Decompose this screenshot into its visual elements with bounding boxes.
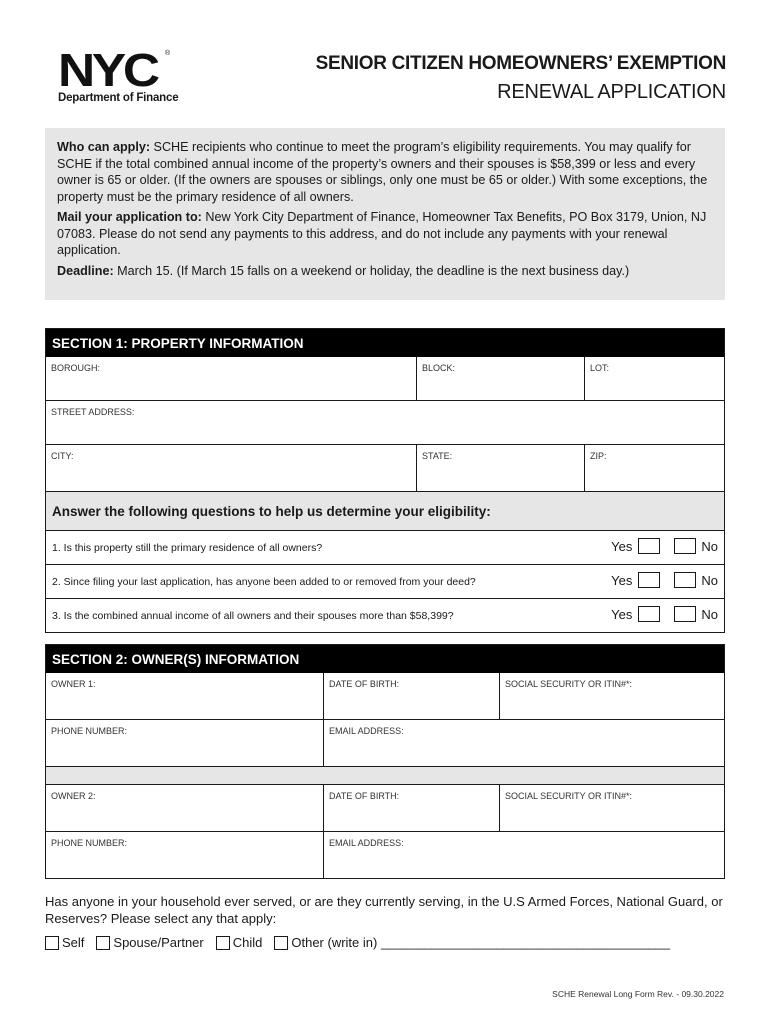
owner-2-email-field[interactable]: EMAIL ADDRESS: <box>323 832 724 878</box>
section-2-heading: SECTION 2: OWNER(S) INFORMATION <box>46 645 724 673</box>
nyc-logo <box>58 44 179 104</box>
who-can-apply <box>57 139 713 205</box>
owner-2-dob-field[interactable]: DATE OF BIRTH: <box>323 785 499 831</box>
city-field[interactable]: CITY: <box>51 451 74 461</box>
section-2-owners <box>45 644 725 879</box>
yes-no-choice <box>611 572 718 588</box>
eligibility-info-box <box>45 128 725 300</box>
option-label: Child <box>232 935 263 950</box>
title-line-1: SENIOR CITIZEN HOMEOWNERS’ EXEMPTION <box>315 53 726 74</box>
yes-no-choice <box>611 538 718 554</box>
mail-text: New York City Department of Finance, Homeowner Tax Benefits, PO Box 3179, Union, NJ 07083. Please do not send any payments to this address, and do not include any payments with your renewal application. <box>57 210 707 257</box>
owner-2-field[interactable]: OWNER 2: <box>51 791 96 801</box>
block-field[interactable]: BLOCK: <box>416 357 584 400</box>
yes-checkbox[interactable] <box>638 606 660 622</box>
who-text: SCHE recipients who continue to meet the program’s eligibility requirements. You may qualify for SCHE if the total combined annual income of the property’s owners and their spouses is $58,399 or less and every owner is 65 or older. (If the owners are spouses or siblings, only one must be 65 or older.) With some exceptions, the property must be the primary residence of all owners. <box>57 140 708 204</box>
owner-1-field[interactable]: OWNER 1: <box>51 679 96 689</box>
form-title <box>316 53 726 104</box>
question-text: 3. Is the combined annual income of all owners and their spouses more than $58,399? <box>52 609 454 622</box>
zip-field[interactable]: ZIP: <box>584 445 724 491</box>
yes-no-choice <box>611 606 718 622</box>
row-owner-2 <box>46 784 724 831</box>
option-child[interactable] <box>216 935 263 950</box>
form-revision-footer: SCHE Renewal Long Form Rev. - 09.30.2022 <box>552 989 724 999</box>
option-label: Spouse/Partner <box>113 935 204 950</box>
other-checkbox[interactable] <box>274 936 288 950</box>
no-label: No <box>701 606 718 622</box>
no-label: No <box>701 572 718 588</box>
yes-checkbox[interactable] <box>638 572 660 588</box>
row-owner-1 <box>46 673 724 719</box>
deadline <box>57 263 713 280</box>
logo-wordmark: NYC <box>58 44 157 96</box>
mail-to <box>57 209 713 259</box>
no-checkbox[interactable] <box>674 606 696 622</box>
row-borough-block-lot <box>46 357 724 400</box>
owner-1-dob-field[interactable]: DATE OF BIRTH: <box>323 673 499 719</box>
row-city-state-zip <box>46 444 724 491</box>
registered-mark: ® <box>165 50 171 57</box>
military-options <box>45 935 682 950</box>
title-line-2: RENEWAL APPLICATION <box>497 81 726 103</box>
owner-separator <box>46 766 724 784</box>
military-service-question: Has anyone in your household ever served, or are they currently serving, in the U.S Armed Forces, National Guard, or Reserves? Please select any that apply: <box>45 894 723 926</box>
yes-checkbox[interactable] <box>638 538 660 554</box>
no-checkbox[interactable] <box>674 572 696 588</box>
yes-label: Yes <box>611 572 633 588</box>
section-1-property <box>45 328 725 633</box>
option-label: Other (write in) ________________________________________ <box>291 935 671 950</box>
question-row-3 <box>46 598 724 632</box>
no-label: No <box>701 538 718 554</box>
owner-1-phone-field[interactable]: PHONE NUMBER: <box>51 726 128 736</box>
yes-label: Yes <box>611 538 633 554</box>
question-text: 2. Since filing your last application, has anyone been added to or removed from your deed? <box>52 575 476 588</box>
deadline-label: Deadline: <box>57 263 114 278</box>
state-field[interactable]: STATE: <box>416 445 584 491</box>
option-spouse-partner[interactable] <box>96 935 203 950</box>
owner-1-ssn-field[interactable]: SOCIAL SECURITY OR ITIN#*: <box>499 673 724 719</box>
deadline-text: March 15. (If March 15 falls on a weekend or holiday, the deadline is the next business day.) <box>113 263 630 278</box>
section-1-heading: SECTION 1: PROPERTY INFORMATION <box>46 329 724 357</box>
option-self[interactable] <box>45 935 84 950</box>
mail-label: Mail your application to: <box>57 210 202 224</box>
option-other[interactable] <box>274 935 670 950</box>
owner-2-phone-field[interactable]: PHONE NUMBER: <box>51 838 128 848</box>
option-label: Self <box>62 935 85 950</box>
lot-field[interactable]: LOT: <box>584 357 724 400</box>
row-owner-2-contact <box>46 831 724 878</box>
who-label: Who can apply: <box>57 140 151 154</box>
owner-1-email-field[interactable]: EMAIL ADDRESS: <box>323 720 724 766</box>
row-street <box>46 400 724 444</box>
street-address-field[interactable]: STREET ADDRESS: <box>51 407 135 417</box>
department-name: Department of Finance <box>58 92 179 104</box>
spouse-partner-checkbox[interactable] <box>96 936 110 950</box>
self-checkbox[interactable] <box>45 936 59 950</box>
owner-2-ssn-field[interactable]: SOCIAL SECURITY OR ITIN#*: <box>499 785 724 831</box>
row-owner-1-contact <box>46 719 724 766</box>
yes-label: Yes <box>611 606 633 622</box>
no-checkbox[interactable] <box>674 538 696 554</box>
question-row-1 <box>46 530 724 564</box>
question-text: 1. Is this property still the primary residence of all owners? <box>52 541 323 554</box>
child-checkbox[interactable] <box>216 936 230 950</box>
question-row-2 <box>46 564 724 598</box>
borough-field[interactable]: BOROUGH: <box>51 363 101 373</box>
eligibility-questions-heading: Answer the following questions to help us determine your eligibility: <box>46 491 724 530</box>
